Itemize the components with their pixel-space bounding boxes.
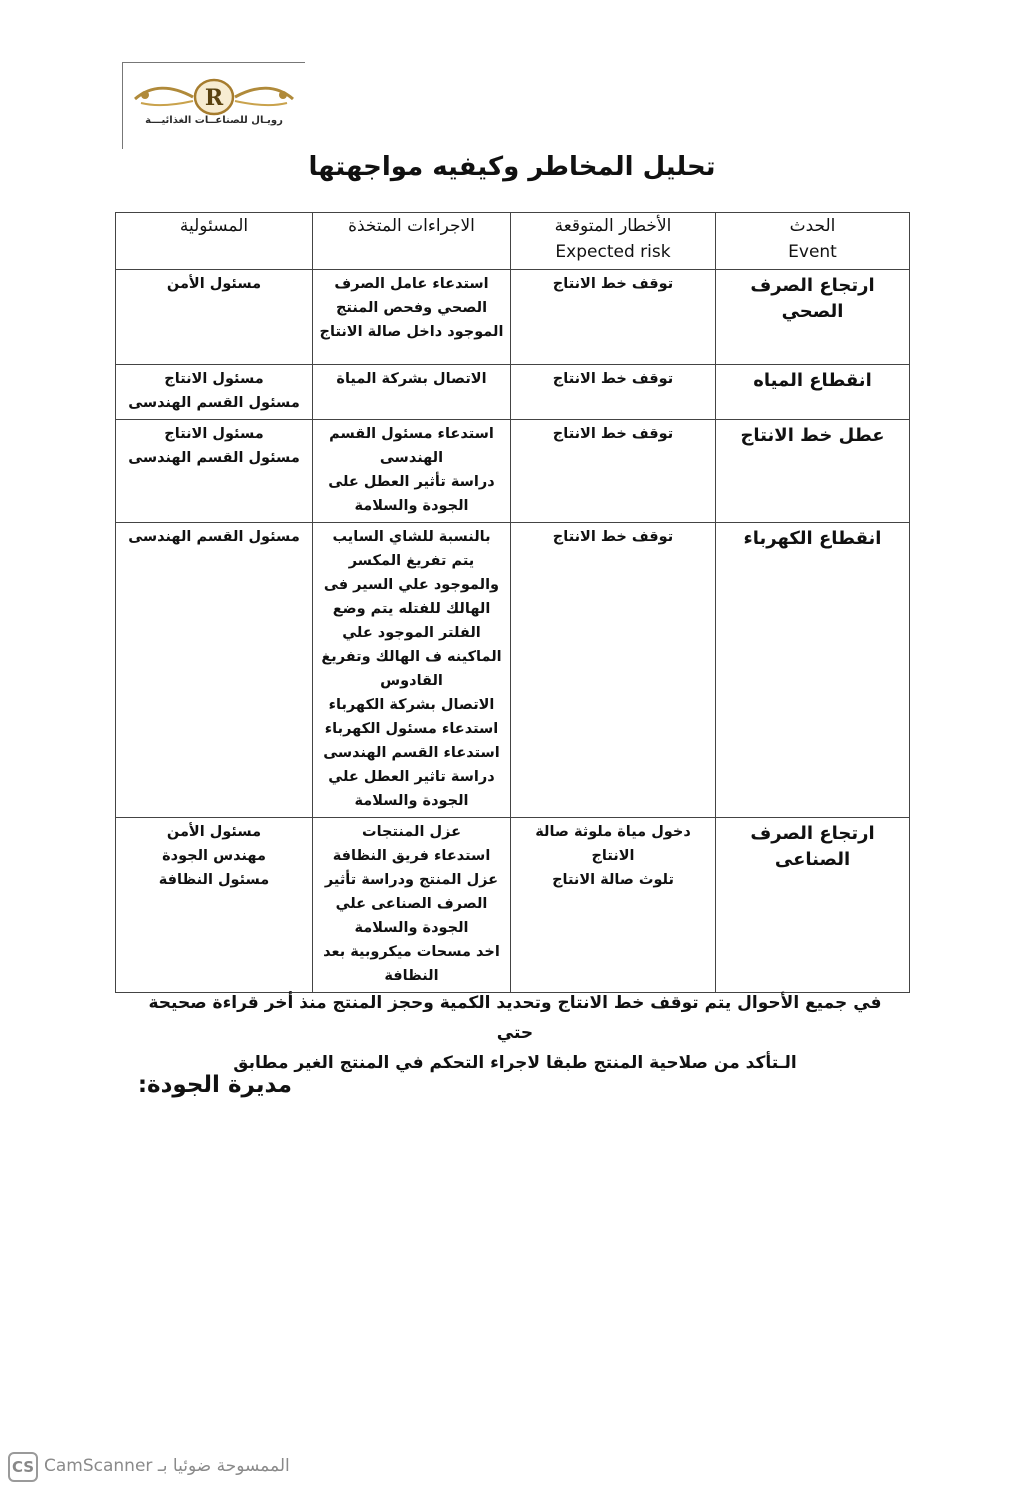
- camscanner-watermark: CamScanner الممسوحة ضوئيا بـ: [44, 1456, 290, 1476]
- camscanner-icon: CS: [8, 1452, 38, 1482]
- header-risk-en: Expected risk: [555, 242, 671, 262]
- action-line: استدعاء القسم الهندسى: [323, 745, 500, 761]
- responsibility-line: مسئول القسم الهندسى: [128, 450, 300, 466]
- row-event: ارتجاع الصرف الصحي: [716, 270, 910, 365]
- note-line-1: في جميع الأحوال يتم توقف خط الانتاج وتحديد الكمية وحجز المنتج منذ أخر قراءة صحيحة حتي: [148, 993, 882, 1043]
- action-line: دراسة تأثير العطل على الجودة والسلامة: [328, 474, 495, 514]
- row-event: انقطاع الكهرباء: [716, 523, 910, 818]
- row-risk: [511, 818, 716, 993]
- header-risk: [511, 213, 716, 270]
- row-actions: [313, 523, 511, 818]
- header-event-en: Event: [788, 242, 837, 262]
- responsibility-line: مسئول الانتاج: [164, 371, 264, 387]
- row-event: ارتجاع الصرف الصناعى: [716, 818, 910, 993]
- row-actions: استدعاء عامل الصرف الصحي وفحص المنتج الموجود داخل صالة الانتاج: [313, 270, 511, 365]
- logo: [122, 62, 305, 149]
- action-line: الاتصال بشركة الكهرباء: [328, 697, 495, 713]
- row-responsibility: مسئول الأمن: [116, 270, 313, 365]
- logo-letter: R: [204, 85, 224, 111]
- logo-company-name: رويـال للصناعــات الغذائيـــة: [145, 115, 283, 126]
- header-risk-ar: الأخطار المتوقعة: [554, 216, 672, 236]
- header-event-ar: الحدث: [789, 216, 836, 236]
- responsibility-line: مسئول الانتاج: [164, 426, 264, 442]
- header-event: [716, 213, 910, 270]
- row-risk: توقف خط الانتاج: [511, 365, 716, 420]
- action-line: اخد مسحات ميكروبية بعد النظافة: [323, 944, 500, 984]
- table-header-row: [116, 213, 910, 270]
- responsibility-line: مهندس الجودة: [162, 848, 266, 864]
- table-row: [116, 523, 910, 818]
- responsibility-line: مسئول الأمن: [166, 824, 262, 840]
- row-risk: توقف خط الانتاج: [511, 420, 716, 523]
- table-row: [116, 818, 910, 993]
- risk-table: [115, 212, 910, 993]
- row-actions: الاتصال بشركة المياة: [313, 365, 511, 420]
- row-responsibility: [116, 420, 313, 523]
- action-line: عزل المنتجات: [362, 824, 461, 840]
- risk-line: دخول مياة ملوثة صالة الانتاج: [535, 824, 691, 864]
- row-event: انقطاع المياه: [716, 365, 910, 420]
- note-line-2: الـتأكد من صلاحية المنتج طبقا لاجراء التحكم في المنتج الغير مطابق: [233, 1053, 797, 1073]
- action-line: استدعاء فريق النظافة: [332, 848, 491, 864]
- row-event: عطل خط الانتاج: [716, 420, 910, 523]
- action-line: استدعاء مسئول الكهرباء: [324, 721, 499, 737]
- table-row: [116, 365, 910, 420]
- header-actions: الاجراءات المتخذة: [313, 213, 511, 270]
- signature-label: مديرة الجودة:: [137, 1072, 292, 1098]
- risk-line: تلوث صالة الانتاج: [552, 872, 674, 888]
- header-responsibility: المسئولية: [116, 213, 313, 270]
- table-row: [116, 270, 910, 365]
- row-responsibility: مسئول القسم الهندسى: [116, 523, 313, 818]
- row-responsibility: [116, 365, 313, 420]
- action-line: عزل المنتج ودراسة تأثير الصرف الصناعى علي الجودة والسلامة: [324, 872, 499, 936]
- logo-emblem-icon: [131, 77, 297, 117]
- page-title: تحليل المخاطر وكيفيه مواجهتها: [308, 152, 716, 182]
- row-risk: توقف خط الانتاج: [511, 523, 716, 818]
- row-risk: توقف خط الانتاج: [511, 270, 716, 365]
- action-line: دراسة تاثير العطل علي الجودة والسلامة: [328, 769, 495, 809]
- responsibility-line: مسئول النظافة: [158, 872, 270, 888]
- action-line: بالنسبة للشاي السايب يتم تفريغ المكسر والموجود علي السير فى الهالك للفتله يتم وضع الفلتر الموجود علي الماكينه ف الهالك وتفريغ القادوس: [321, 529, 502, 689]
- row-responsibility: [116, 818, 313, 993]
- table-row: [116, 420, 910, 523]
- responsibility-line: مسئول القسم الهندسى: [128, 395, 300, 411]
- action-line: استدعاء مسئول القسم الهندسى: [329, 426, 494, 466]
- row-actions: [313, 420, 511, 523]
- general-note: [140, 988, 890, 1078]
- row-actions: [313, 818, 511, 993]
